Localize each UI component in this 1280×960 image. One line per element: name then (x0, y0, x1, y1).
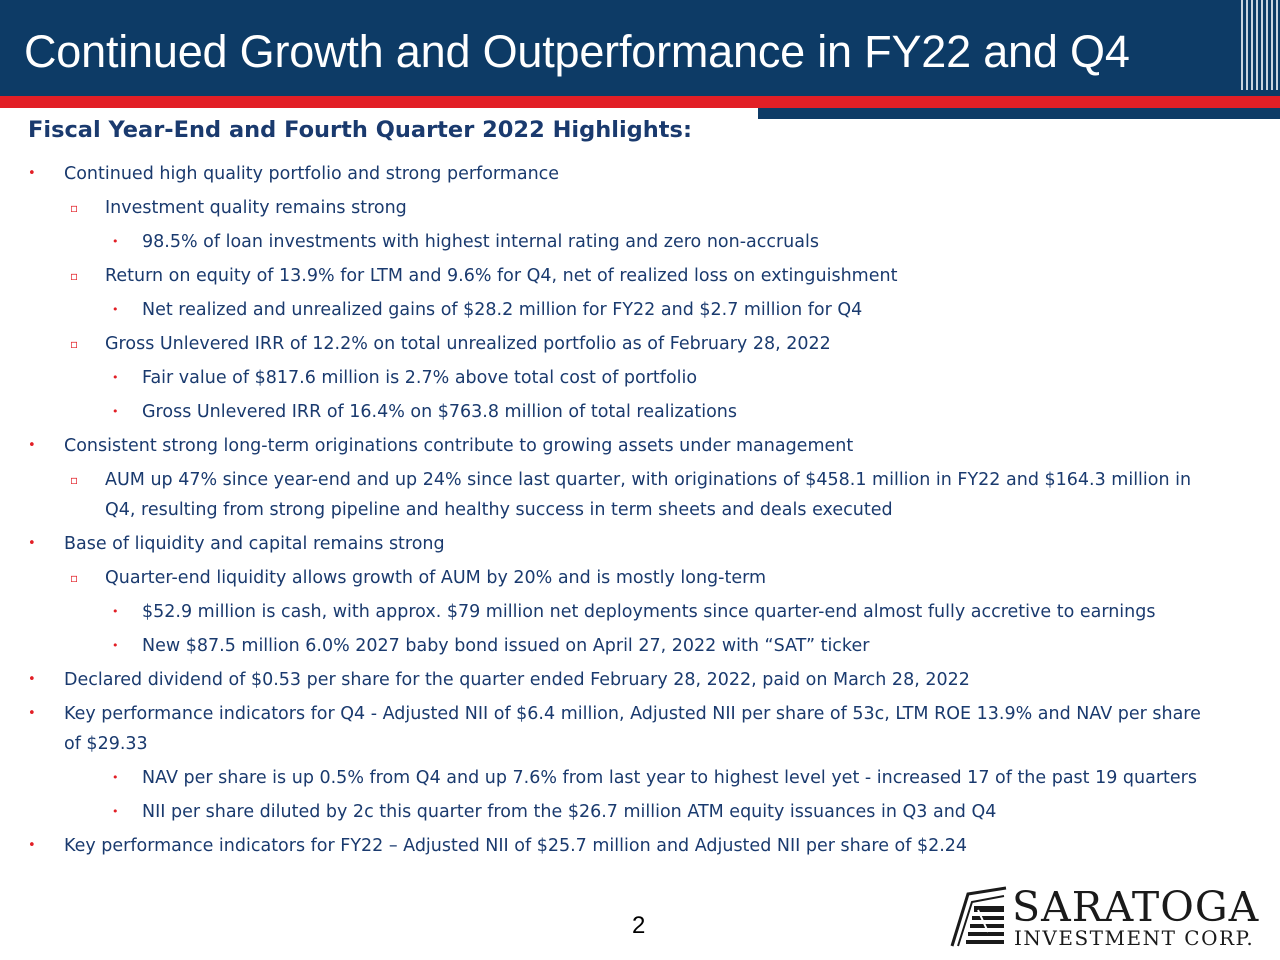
bullet-text: Key performance indicators for Q4 - Adjusted NII of $6.4 million, Adjusted NII per share of 53c, LTM ROE 13.9% and NAV per share of $29.33 (64, 704, 1201, 754)
page-number: 2 (632, 912, 646, 939)
bullet-marker: • (112, 605, 119, 618)
bullet-item-level-3 (0, 363, 1227, 393)
bullet-item-level-2 (0, 563, 1205, 593)
bullet-marker: ▫ (70, 571, 79, 585)
bullet-text: Base of liquidity and capital remains strong (64, 534, 445, 554)
bullet-text: Investment quality remains strong (105, 198, 407, 218)
bullet-marker: ▫ (70, 269, 79, 283)
bullet-item-level-1 (0, 159, 1214, 189)
bullet-marker: • (28, 438, 36, 453)
bullet-marker: ▫ (70, 473, 79, 487)
bullet-marker: • (28, 706, 36, 721)
logo-subtitle: INVESTMENT CORP. (1014, 926, 1255, 950)
bullet-item-level-1 (0, 699, 1214, 759)
bullet-text: Gross Unlevered IRR of 16.4% on $763.8 million of total realizations (142, 402, 737, 422)
bullet-marker: • (112, 405, 119, 418)
bullet-item-level-1 (0, 431, 1214, 461)
header-stripes (1238, 0, 1280, 90)
bullet-text: 98.5% of loan investments with highest internal rating and zero non-accruals (142, 232, 819, 252)
page-title: Continued Growth and Outperformance in FY22 and Q4 (24, 26, 1130, 77)
bullet-marker: • (112, 639, 119, 652)
bullet-marker: • (112, 235, 119, 248)
bullet-item-level-2 (0, 193, 1205, 223)
bullet-marker: • (112, 771, 119, 784)
bullet-text: Net realized and unrealized gains of $28.2 million for FY22 and $2.7 million for Q4 (142, 300, 863, 320)
bullet-text: Consistent strong long-term originations contribute to growing assets under management (64, 436, 854, 456)
bullet-text: Key performance indicators for FY22 – Adjusted NII of $25.7 million and Adjusted NII per share of $2.24 (64, 836, 968, 856)
bullet-marker: • (112, 303, 119, 316)
saratoga-logo (948, 884, 1274, 950)
bullet-item-level-3 (0, 397, 1227, 427)
bullet-text: $52.9 million is cash, with approx. $79 million net deployments since quarter-end almost fully accretive to earnings (142, 602, 1156, 622)
bullet-item-level-1 (0, 529, 1214, 559)
bullet-item-level-3 (0, 631, 1227, 661)
bullet-item-level-3 (0, 295, 1227, 325)
bullet-text: NII per share diluted by 2c this quarter from the $26.7 million ATM equity issuances in Q3 and Q4 (142, 802, 997, 822)
bullet-marker: • (28, 536, 36, 551)
bullet-item-level-1 (0, 831, 1214, 861)
bullet-marker: • (28, 166, 36, 181)
bullet-item-level-3 (0, 763, 1227, 793)
header-bar (0, 0, 1280, 96)
bullet-text: Return on equity of 13.9% for LTM and 9.6% for Q4, net of realized loss on extinguishment (105, 266, 898, 286)
bullet-text: Continued high quality portfolio and strong performance (64, 164, 560, 184)
logo-wordmark: SARATOGA (1012, 883, 1260, 931)
bullet-text: Gross Unlevered IRR of 12.2% on total unrealized portfolio as of February 28, 2022 (105, 334, 831, 354)
bullet-text: Quarter-end liquidity allows growth of AUM by 20% and is mostly long-term (105, 568, 767, 588)
bullet-marker: ▫ (70, 201, 79, 215)
bullet-item-level-2 (0, 261, 1205, 291)
bullet-marker: • (112, 371, 119, 384)
bullet-marker: • (28, 838, 36, 853)
bullet-item-level-2 (0, 465, 1205, 525)
section-heading: Fiscal Year-End and Fourth Quarter 2022 Highlights: (28, 117, 692, 143)
blue-accent-bar (758, 108, 1280, 119)
bullet-marker: • (28, 672, 36, 687)
saratoga-emblem-icon (948, 884, 1008, 948)
bullet-item-level-2 (0, 329, 1205, 359)
bullet-item-level-3 (0, 797, 1227, 827)
bullet-text: Declared dividend of $0.53 per share for the quarter ended February 28, 2022, paid on March 28, 2022 (64, 670, 970, 690)
bullet-item-level-1 (0, 665, 1214, 695)
bullet-text: New $87.5 million 6.0% 2027 baby bond issued on April 27, 2022 with “SAT” ticker (142, 636, 870, 656)
red-divider (0, 96, 1280, 108)
bullet-text: NAV per share is up 0.5% from Q4 and up 7.6% from last year to highest level yet - increased 17 of the past 19 quarters (142, 768, 1197, 788)
bullet-text: Fair value of $817.6 million is 2.7% above total cost of portfolio (142, 368, 698, 388)
bullet-list (0, 159, 1280, 865)
bullet-item-level-3 (0, 597, 1227, 627)
bullet-item-level-3 (0, 227, 1227, 257)
bullet-marker: ▫ (70, 337, 79, 351)
bullet-marker: • (112, 805, 119, 818)
bullet-text: AUM up 47% since year-end and up 24% since last quarter, with originations of $458.1 million in FY22 and $164.3 million in Q4, resulting from strong pipeline and healthy success in term sheets and deals executed (105, 470, 1192, 520)
